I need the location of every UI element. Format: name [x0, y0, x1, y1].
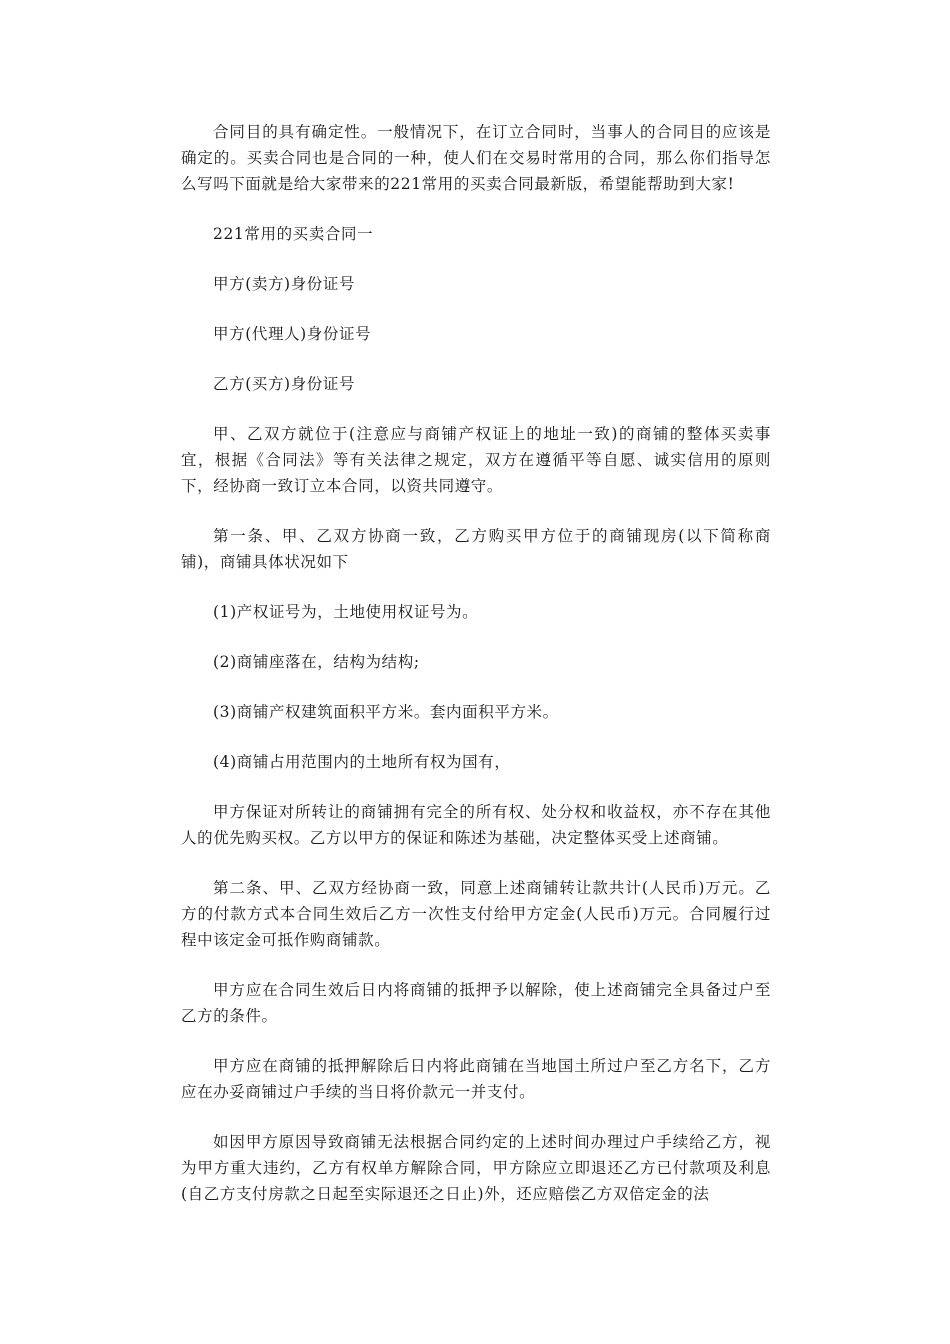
item-3-line: (3)商铺产权建筑面积平方米。套内面积平方米。	[213, 703, 559, 721]
document-body	[181, 119, 771, 1231]
party-b-buyer-line: 乙方(买方)身份证号	[213, 375, 356, 393]
item-1-line: (1)产权证号为，土地使用权证号为。	[213, 603, 479, 621]
party-a-agent-line: 甲方(代理人)身份证号	[213, 325, 372, 343]
item-4-line: (4)商铺占用范围内的土地所有权为国有，	[213, 753, 511, 771]
item-2-line: (2)商铺座落在，结构为结构;	[213, 653, 420, 671]
intro-paragraph: 合同目的具有确定性。一般情况下，在订立合同时，当事人的合同目的应该是确定的。买卖合同也是合同的一种，使人们在交易时常用的合同，那么你们指导怎么写吗下面就是给大家带来的221常用的买卖合同最新版，希望能帮助到大家!	[181, 123, 771, 193]
contract-heading: 221常用的买卖合同一	[213, 225, 374, 243]
breach-paragraph: 如因甲方原因导致商铺无法根据合同约定的上述时间办理过户手续给乙方，视为甲方重大违约，乙方有权单方解除合同，甲方除应立即退还乙方已付款项及利息(自乙方支付房款之日起至实际退还之日止)外，还应赔偿乙方双倍定金的法	[181, 1133, 771, 1203]
party-a-seller-line: 甲方(卖方)身份证号	[213, 275, 356, 293]
transfer-paragraph: 甲方应在商铺的抵押解除后日内将此商铺在当地国土所过户至乙方名下，乙方应在办妥商铺过户手续的当日将价款元一并支付。	[181, 1057, 771, 1101]
mortgage-release-paragraph: 甲方应在合同生效后日内将商铺的抵押予以解除，使上述商铺完全具备过户至乙方的条件。	[181, 981, 771, 1025]
article-one-paragraph: 第一条、甲、乙双方协商一致，乙方购买甲方位于的商铺现房(以下简称商铺)，商铺具体状况如下	[181, 527, 771, 571]
preamble-paragraph: 甲、乙双方就位于(注意应与商铺产权证上的地址一致)的商铺的整体买卖事宜，根据《合同法》等有关法律之规定，双方在遵循平等自愿、诚实信用的原则下，经协商一致订立本合同，以资共同遵守。	[181, 425, 771, 495]
guarantee-paragraph: 甲方保证对所转让的商铺拥有完全的所有权、处分权和收益权，亦不存在其他人的优先购买权。乙方以甲方的保证和陈述为基础，决定整体买受上述商铺。	[181, 803, 771, 847]
article-two-paragraph: 第二条、甲、乙双方经协商一致，同意上述商铺转让款共计(人民币)万元。乙方的付款方式本合同生效后乙方一次性支付给甲方定金(人民币)万元。合同履行过程中该定金可抵作购商铺款。	[181, 879, 771, 949]
